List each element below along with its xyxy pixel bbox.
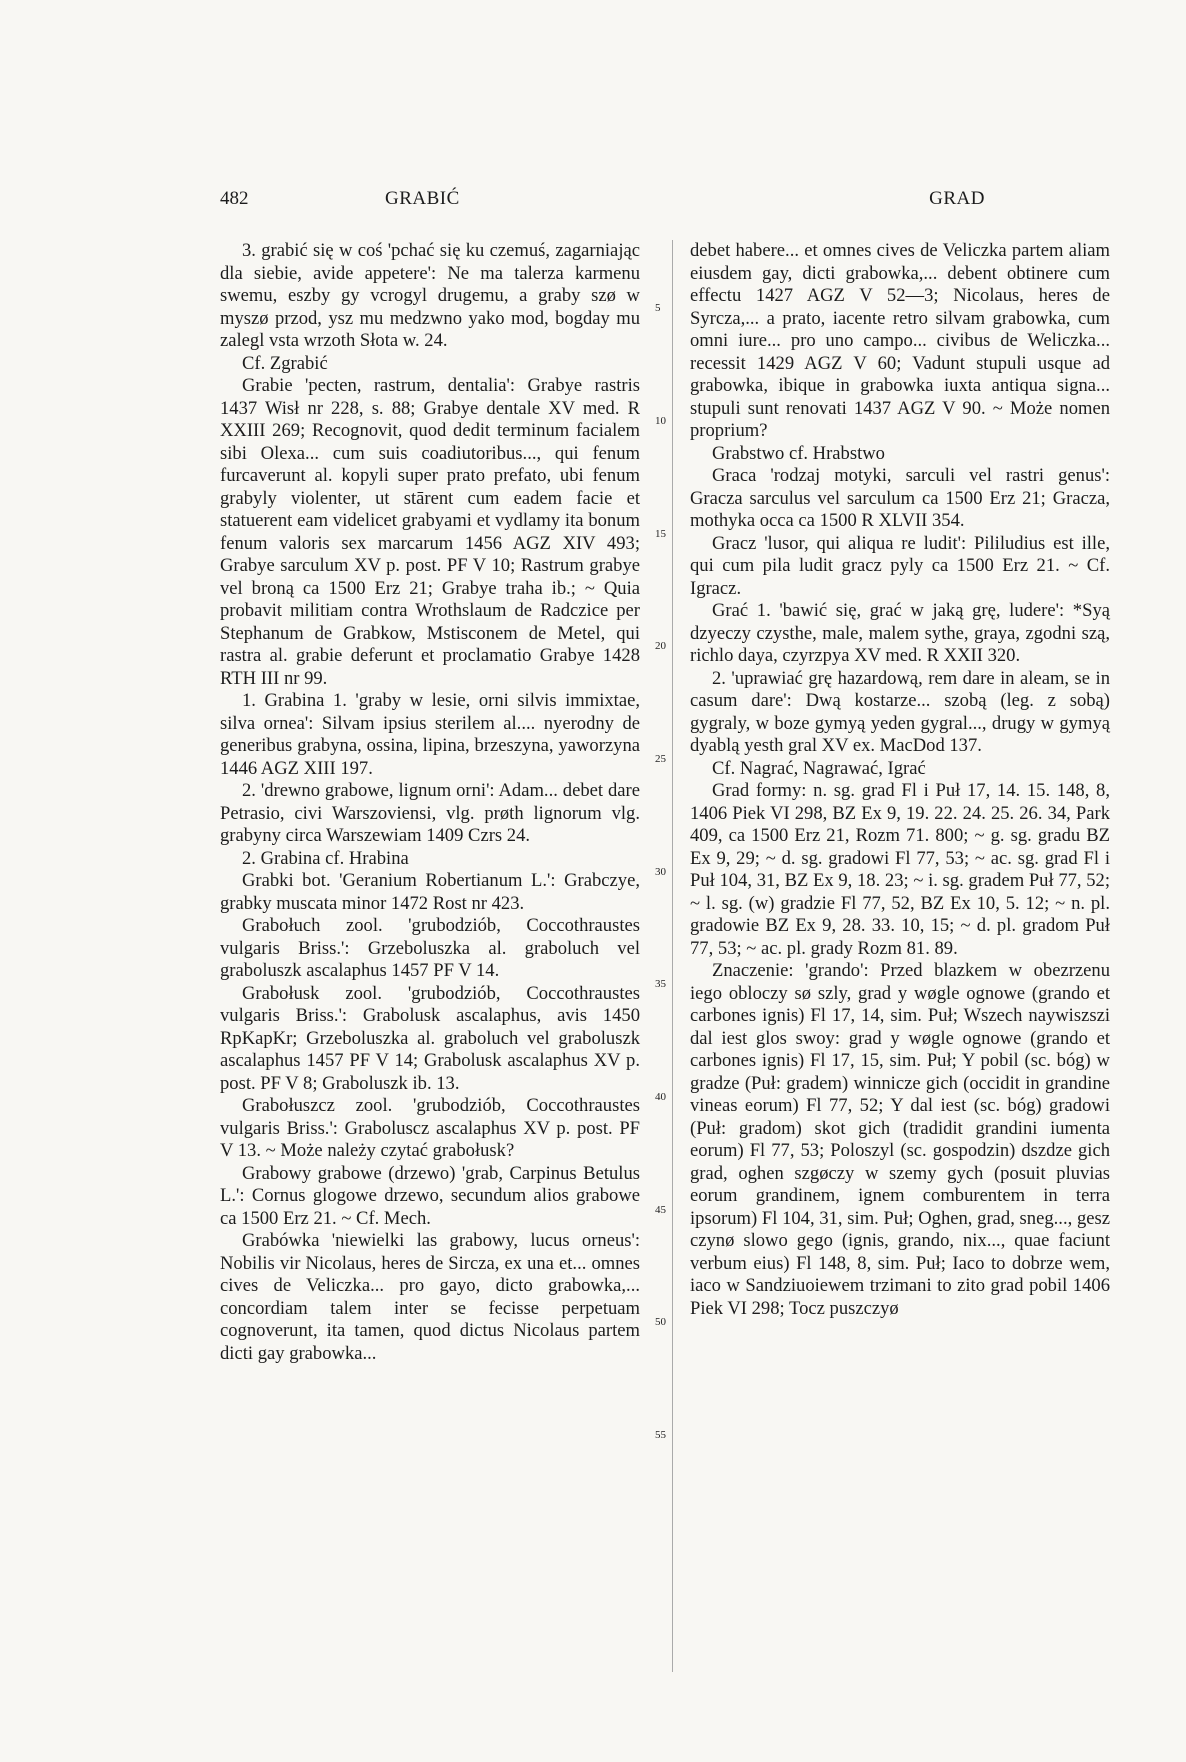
entry-grabina-1: 1. Grabina 1. 'graby w lesie, orni silvis immixtae, silva ornea': Silvam ipsius sterilem al.... nyerodny de generibus grabyna, ossina, lipina, brzeszyna, yaworzyna 1446 AGZ XIII 197. — [220, 690, 640, 779]
entry-grabowka: Grabówka 'niewielki las grabowy, lucus orneus': Nobilis vir Nicolaus, heres de Sircza, ex una et... omnes cives de Veliczka... pro gayo, dicto grabowka,... concordiam talem inter se fecisse perpetuam cognoverunt, ita tamen, quod dictus Nicolaus partem dicti gay grabowka... — [220, 1230, 640, 1364]
line-number: 5 — [655, 302, 661, 314]
entry-gracz: Gracz 'lusor, qui aliqua re ludit': Pililudius est ille, qui cum pila ludit gracz pyly ca 1500 Erz 21. ~ Cf. Igracz. — [690, 532, 1110, 599]
entry-grabowka-continued: debet habere... et omnes cives de Veliczka partem aliam eiusdem gay, dicti grabowka,... debent obtinere cum effectu 1427 AGZ V 52—3; Nicolaus, heres de Syrcza,... a prato, iacente retro silvam grabowka, cum omni iure... pro uno campo... civibus de Weliczka... recessit 1429 AGZ V 60; Vadunt stupuli usque ad grabowka, ibique in grabowka iuxta antiqua signa... stupuli sunt renovati 1437 AGZ V 90. ~ Może nomen proprium? — [690, 240, 1110, 441]
entry-cf-zgrabic: Cf. Zgrabić — [242, 352, 328, 374]
entry-grabina-1-sense-2: 2. 'drewno grabowe, lignum orni': Adam... debet dare Petrasio, civi Warszoviensi, vlg. prøth lignorum vlg. grabyny circa Warszewiam 1409 Czrs 24. — [220, 780, 640, 846]
entry-grad-znaczenie: Znaczenie: 'grando': Przed blazkem w obezrzenu iego obloczy sø szly, grad y wøgle ognowe (grando et carbones ignis) Fl 17, 14, sim. Puł; Wszech naywiszszi dal iest glos swoy: grad y wøgle ognowe (grando et carbones ignis) Fl 17, 15, sim. Puł; Y pobil (sc. bóg) w gradze (Puł: gradem) winnicze gich (occidit in grandine vineas eorum) Fl 77, 52; Y dal iest (sc. bóg) gradowi (Puł: gradom) skot gich (tradidit grandini iumenta eorum) Fl 77, 53; Poloszyl (sc. gospodzin) dszdze gich grad, oghen szgøczy w szemy gych (posuit pluvias eorum grandinem, ignem comburentem in terra ipsorum) Fl 104, 31, sim. Puł; Oghen, grad, sneg..., gesz czynø slowo gego (ignis, grando, nix..., quae faciunt verbum eius) Fl 148, 8, sim. Puł; Iaco to dobrze wem, iaco w Sandziuoiewem trzimani to zito grad pobil 1406 Piek VI 298; Tocz puszczyø — [690, 960, 1110, 1319]
line-numbers — [655, 240, 677, 1672]
running-head-left: GRABIĆ — [385, 188, 460, 209]
running-head-right: GRAD — [929, 188, 985, 209]
line-number: 40 — [655, 1091, 666, 1103]
entry-grac-1: Grać 1. 'bawić się, grać w jaką grę, ludere': *Syą dzyeczy czysthe, male, malem sythe, graya, zgodni szą, richlo daya, czyrzpya XV med. R XXII 320. — [690, 600, 1110, 666]
line-number: 15 — [655, 528, 666, 540]
entry-grabina-2: 2. Grabina cf. Hrabina — [242, 847, 409, 869]
entry-graboluch: Grabołuch zool. 'grubodziób, Coccothraustes vulgaris Briss.': Grzeboluszka al. graboluch vel graboluszk ascalaphus 1457 PF V 14. — [220, 915, 640, 981]
entry-grabie: Grabie 'pecten, rastrum, dentalia': Grabye rastris 1437 Wisł nr 228, s. 88; Grabye dentale XV med. R XXIII 269; Recognovit, quod dedit terminum facialem sibi Olexa... cum suis coadiutoribus..., qui fenum furcaverunt al. kopyli super prato prefato, ubi fenum grabyly violenter, ut stārent cum eadem facie et statuerent eam videlicet grabyami et vydlamy ita bonum fenum valoris sex marcarum 1456 AGZ XIV 493; Grabye sarculum XV p. post. PF V 10; Rastrum grabye vel broną ca 1500 Erz 21; Grabye traha ib.; ~ Quia probavit militiam contra Wrothslaum de Radczice per Stephanum de Grabkow, Mstisconem de Metel, qui rastra al. grabie deferunt et proclamatio Grabye 1428 RTH III nr 99. — [220, 375, 640, 689]
page-header — [220, 188, 985, 212]
line-number: 50 — [655, 1316, 666, 1328]
entry-grabic-3: 3. grabić się w coś 'pchać się ku czemuś, zagarniając dla siebie, avide appetere': Ne ma talerza karmenu swemu, eszby gy vcrogyl drugemu, a graby szø w myszø przod, ysz mu medzwno yako mod, bogday mu zalegl vsta wrzoth Słota w. 24. — [220, 240, 640, 351]
entry-cf-nagrac: Cf. Nagrać, Nagrawać, Igrać — [712, 757, 926, 779]
entry-grad-formy: Grad formy: n. sg. grad Fl i Puł 17, 14. 15. 148, 8, 1406 Piek VI 298, BZ Ex 9, 19. 22. 24. 25. 26. 34, Park 409, ca 1500 Erz 21, Rozm 71. 800; ~ g. sg. gradu BZ Ex 9, 29; ~ d. sg. gradowi Fl 77, 53; ~ ac. sg. grad Fl i Puł 104, 31, BZ Ex 9, 18. 23; ~ i. sg. gradem Puł 77, 52; ~ l. sg. (w) gradzie Fl 77, 52, BZ Ex 10, 5. 12; ~ n. pl. gradowie BZ Ex 9, 28. 33. 10, 15; ~ d. pl. gradom Puł 77, 53; ~ ac. pl. grady Rozm 81. 89. — [690, 780, 1110, 959]
line-number: 55 — [655, 1429, 666, 1441]
line-number: 25 — [655, 753, 666, 765]
line-number: 45 — [655, 1204, 666, 1216]
left-column — [220, 240, 640, 1365]
entry-grac-2: 2. 'uprawiać grę hazardową, rem dare in aleam, se in casum dare': Dwą kostarze... szobą (leg. z sobą) gygraly, w boze gymyą yeden gygral..., drugy w gymyą dyablą yesth gral XV ex. MacDod 137. — [690, 667, 1110, 756]
page-number: 482 — [220, 188, 249, 209]
entry-grabki: Grabki bot. 'Geranium Robertianum L.': Grabczye, grabky muscata minor 1472 Rost nr 423. — [220, 870, 640, 914]
entry-graboluszcz: Grabołuszcz zool. 'grubodziób, Coccothraustes vulgaris Briss.': Graboluscz ascalaphus XV p. post. PF V 13. ~ Może należy czytać grabołusk? — [220, 1095, 640, 1161]
line-number: 30 — [655, 866, 666, 878]
right-column — [690, 240, 1110, 1320]
entry-graca: Graca 'rodzaj motyki, sarculi vel rastri genus': Gracza sarculus vel sarculum ca 1500 Erz 21; Gracza, mothyka occa ca 1500 R XLVII 354. — [690, 465, 1110, 531]
line-number: 10 — [655, 415, 666, 427]
entry-grabowy: Grabowy grabowe (drzewo) 'grab, Carpinus Betulus L.': Cornus glogowe drzewo, secundum alios grabowe ca 1500 Erz 21. ~ Cf. Mech. — [220, 1162, 640, 1229]
line-number: 35 — [655, 978, 666, 990]
entry-grabstwo: Grabstwo cf. Hrabstwo — [712, 442, 885, 464]
entry-grabolusk: Grabołusk zool. 'grubodziób, Coccothraustes vulgaris Briss.': Grabolusk ascalaphus, avis 1450 RpKapKr; Grzeboluszka al. graboluch vel graboluszk ascalaphus 1457 PF V 14; Grabolusk ascalaphus XV p. post. PF V 8; Graboluszk ib. 13. — [220, 982, 640, 1094]
line-number: 20 — [655, 640, 666, 652]
